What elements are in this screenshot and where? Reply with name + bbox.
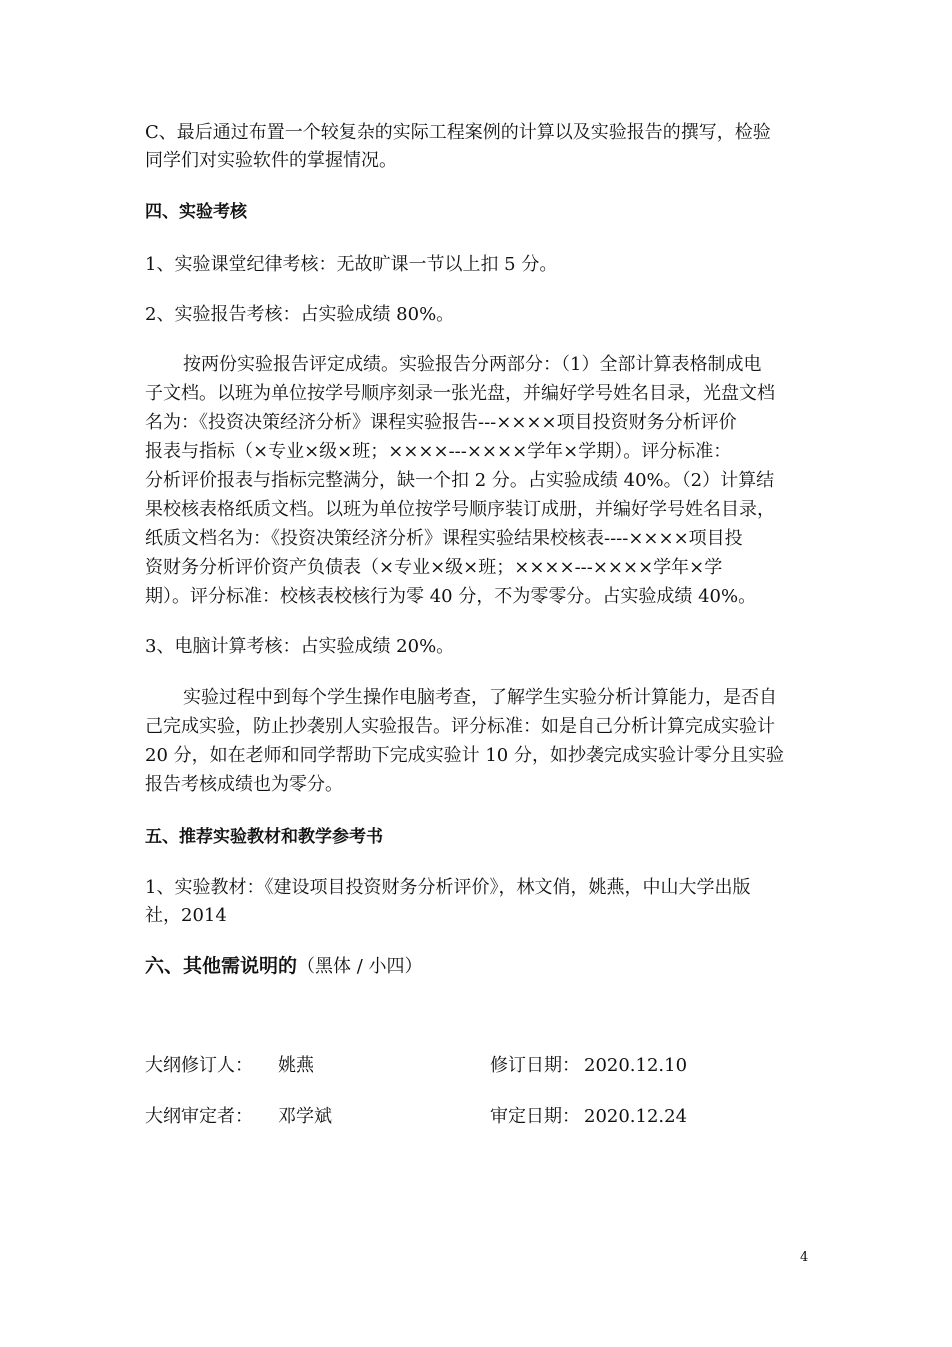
page-number: 4: [800, 1250, 809, 1265]
section-5-heading: 五、推荐实验教材和教学参考书: [145, 827, 383, 847]
revise-date: 2020.12.10: [584, 1055, 688, 1076]
item-2-para-line-1: 按两份实验报告评定成绩。实验报告分两部分：（1）全部计算表格制成电: [183, 354, 762, 375]
item-2-para-line-7: 纸质文档名为：《投资决策经济分析》课程实验结果校核表----××××项目投: [145, 528, 743, 549]
section-6-heading: [145, 953, 423, 980]
item-2-para-line-3: 名为：《投资决策经济分析》课程实验报告---××××项目投资财务分析评价: [145, 412, 737, 433]
item-2-para-line-4: 报表与指标（×专业×级×班；××××---××××学年×学期）。评分标准：: [145, 441, 732, 462]
section-c-line-2: 同学们对实验软件的掌握情况。: [145, 150, 397, 171]
section-6-format-note: （黑体 / 小四）: [297, 956, 423, 977]
item-2-para-line-2: 子文档。以班为单位按学号顺序刻录一张光盘，并编好学号姓名目录，光盘文档: [145, 383, 775, 404]
approver-label: 大纲审定者：: [145, 1106, 253, 1127]
section-4-item-3: 3、电脑计算考核：占实验成绩 20%。: [145, 636, 455, 657]
section-6-title: 六、其他需说明的: [145, 955, 298, 977]
reviser-label: 大纲修订人：: [145, 1055, 253, 1076]
approve-date: 2020.12.24: [584, 1106, 688, 1127]
item-3-para-line-1: 实验过程中到每个学生操作电脑考查，了解学生实验分析计算能力，是否自: [183, 687, 777, 708]
revise-date-label: 修订日期：: [490, 1055, 580, 1076]
reviser-name: 姚燕: [278, 1055, 314, 1076]
item-3-para-line-4: 报告考核成绩也为零分。: [145, 774, 343, 795]
section-5-item-1-line-2: 社，2014: [145, 905, 227, 926]
section-5-item-1-line-1: 1、实验教材：《建设项目投资财务分析评价》，林文俏，姚燕，中山大学出版: [145, 877, 751, 898]
section-c-line-1: C、最后通过布置一个较复杂的实际工程案例的计算以及实验报告的撰写，检验: [145, 122, 771, 143]
section-4-item-1: 1、实验课堂纪律考核：无故旷课一节以上扣 5 分。: [145, 254, 558, 275]
section-4-item-2: 2、实验报告考核：占实验成绩 80%。: [145, 304, 455, 325]
item-2-para-line-8: 资财务分析评价资产负债表（×专业×级×班；××××---××××学年×学: [145, 557, 723, 578]
item-3-para-line-3: 20 分，如在老师和同学帮助下完成实验计 10 分，如抄袭完成实验计零分且实验: [145, 745, 784, 766]
approver-name: 邓学斌: [278, 1106, 332, 1127]
item-2-para-line-5: 分析评价报表与指标完整满分，缺一个扣 2 分。占实验成绩 40%。（2）计算结: [145, 470, 775, 491]
section-4-heading: 四、实验考核: [145, 202, 247, 222]
item-2-para-line-6: 果校核表格纸质文档。以班为单位按学号顺序装订成册，并编好学号姓名目录，: [145, 499, 775, 520]
item-3-para-line-2: 己完成实验，防止抄袭别人实验报告。评分标准：如是自己分析计算完成实验计: [145, 716, 775, 737]
approve-date-label: 审定日期：: [490, 1106, 580, 1127]
item-2-para-line-9: 期）。评分标准：校核表校核行为零 40 分，不为零零分。占实验成绩 40%。: [145, 586, 757, 607]
